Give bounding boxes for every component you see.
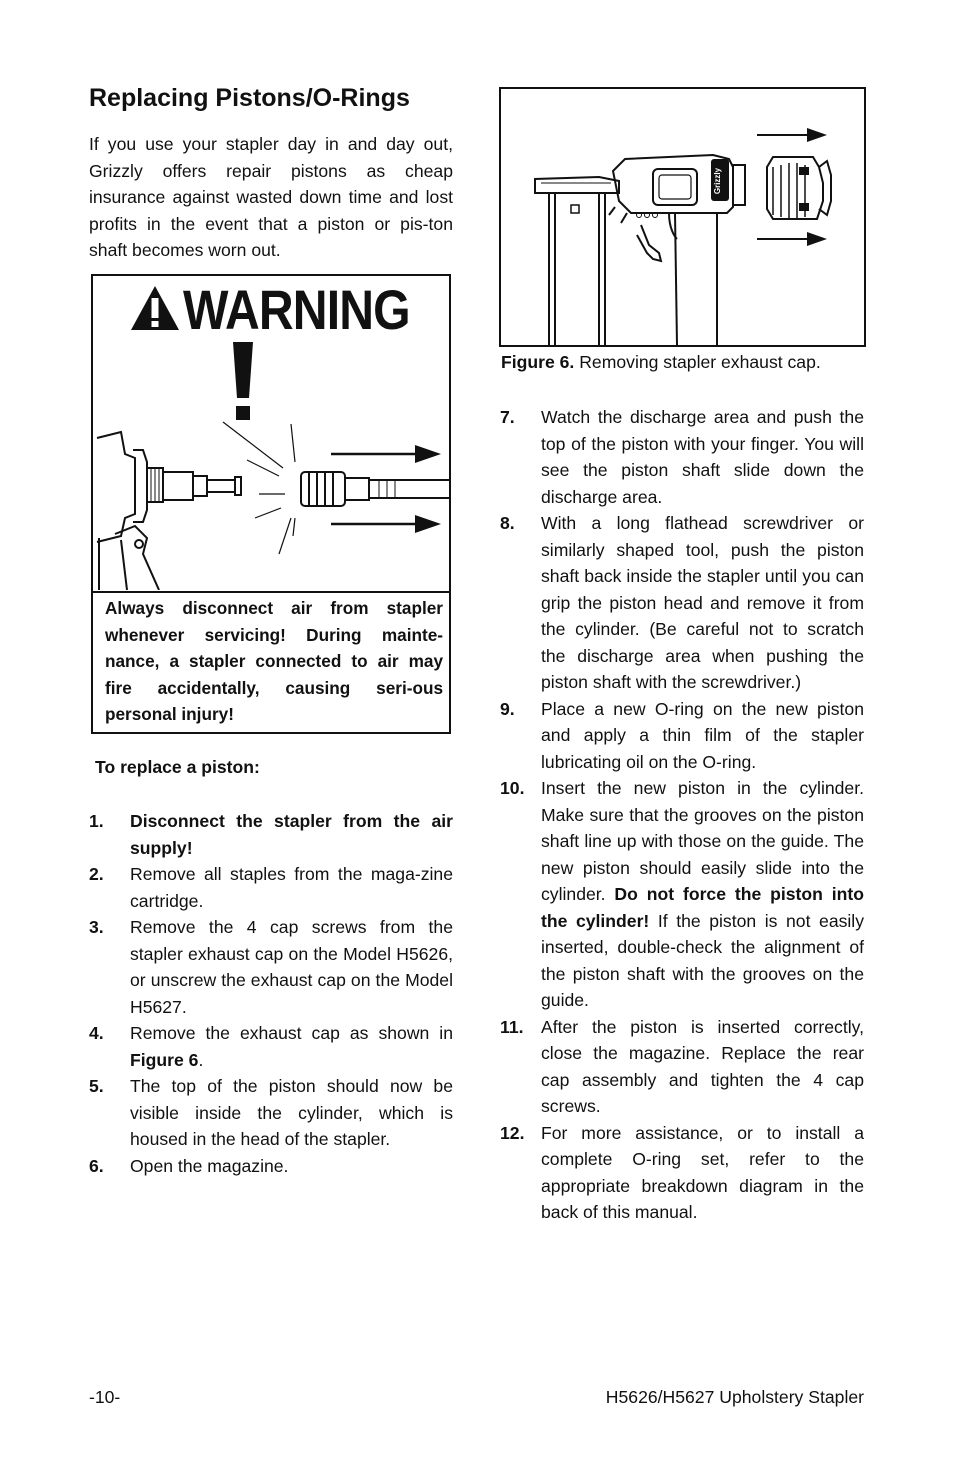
warning-text: Always disconnect air from stapler whenever servicing! During mainte-nance, a stapler connected to air may fire accidentally, causing seri-ous personal injury!: [105, 598, 443, 724]
air-disconnect-illustration: [95, 414, 449, 590]
step-item: 3. Remove the 4 cap screws from the stapler exhaust cap on the Model H5626, or unscrew the exhaust cap on the Model H5627.: [89, 917, 453, 1017]
warning-heading: WARNING: [183, 278, 410, 341]
step-item: 9. Place a new O-ring on the new piston and apply a thin film of the stapler lubricating oil on the O-ring.: [500, 698, 864, 772]
step-item: 6. Open the magazine.: [89, 1155, 289, 1176]
step-item: 11. After the piston is inserted correctly, close the magazine. Replace the rear cap assembly and tighten the 4 cap screws.: [500, 1016, 864, 1116]
steps-list-right: [500, 404, 864, 1226]
page-number: -10-: [89, 1387, 121, 1407]
step-item: 12. For more assistance, or to install a complete O-ring set, refer to the appropriate breakdown diagram in the back of this manual.: [500, 1122, 864, 1222]
intro-paragraph: If you use your stapler day in and day out, Grizzly offers repair pistons as cheap insurance against wasted down time and lost profits in the event that a piston or pis-ton shaft becomes worn out.: [89, 134, 453, 260]
manual-title: H5626/H5627 Upholstery Stapler: [605, 1387, 864, 1407]
stapler-exhaust-cap-illustration: [501, 89, 864, 345]
step-item: 7. Watch the discharge area and push the top of the piston with your finger. You will see the piston shaft slide down the discharge area.: [500, 407, 864, 507]
section-title: Replacing Pistons/O-Rings: [89, 84, 410, 112]
warning-box: [91, 274, 451, 734]
figure-caption: Figure 6. Removing stapler exhaust cap.: [501, 352, 821, 372]
step-item: 1. Disconnect the stapler from the air supply!: [89, 811, 453, 858]
step-item: 5. The top of the piston should now be visible inside the cylinder, which is housed in the head of the stapler.: [89, 1076, 453, 1149]
step-item: 4. Remove the exhaust cap as shown in Figure 6.: [89, 1023, 453, 1070]
figure-6-box: [499, 87, 866, 347]
warning-divider: [93, 591, 449, 593]
step-item: 2. Remove all staples from the maga-zine cartridge.: [89, 864, 453, 911]
steps-list-left: [89, 808, 453, 1179]
procedure-heading: To replace a piston:: [95, 757, 260, 777]
warning-triangle-icon: [129, 284, 181, 332]
step-item: 8. With a long flathead screwdriver or similarly shaped tool, push the piston shaft back inside the stapler until you can grip the piston head and remove it from the cylinder. (Be careful not to scratch the discharge area when pushing the piston shaft with the screwdriver.): [500, 513, 864, 692]
step-item: 10. Insert the new piston in the cylinder. Make sure that the grooves on the piston shaft line up with those on the guide. The new piston should easily slide into the cylinder. Do not force the piston into the cylinder! If the piston is not easily inserted, double-check the alignment of the piston shaft with the grooves on the guide.: [500, 778, 865, 1010]
grizzly-logo: Grizzly: [713, 167, 722, 195]
